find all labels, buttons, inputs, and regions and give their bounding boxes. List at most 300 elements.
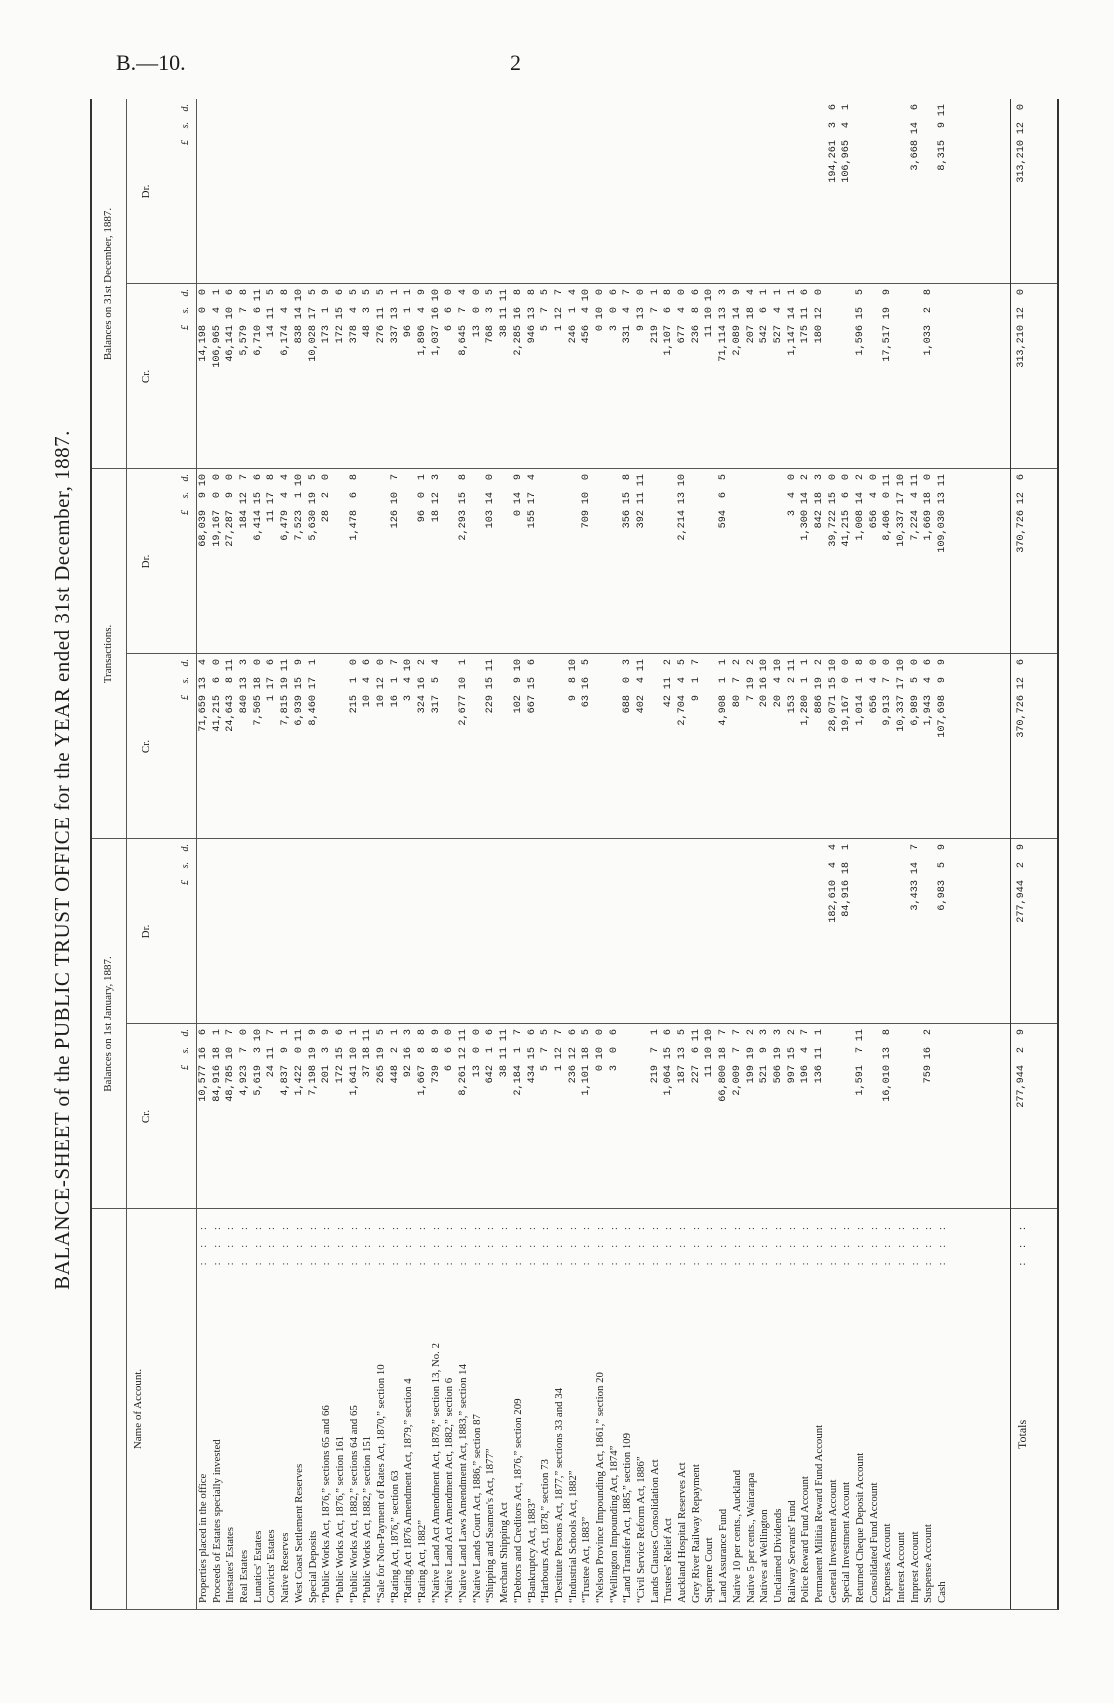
pence: 8 <box>855 659 866 666</box>
shillings: 1 <box>718 677 730 684</box>
shillings: 18 <box>362 1047 374 1060</box>
pounds: 1,896 <box>417 325 428 356</box>
amount-b1cr <box>717 1029 731 1125</box>
pounds: 172 <box>334 325 346 344</box>
shillings: 3 <box>362 307 374 314</box>
pounds: 5,579 <box>239 325 251 356</box>
pence: 11 <box>690 1029 702 1042</box>
amount-b2dr <box>827 104 841 200</box>
amount-tcr <box>745 659 759 755</box>
b1-dr-header: Dr. <box>140 924 152 939</box>
shillings: 7 <box>855 1047 866 1054</box>
amount-b2cr <box>758 289 772 385</box>
amount-b1dr <box>1011 844 1033 940</box>
shillings: 18 <box>252 677 264 690</box>
pounds: 842 <box>813 510 825 529</box>
pence: 0 <box>444 1029 456 1036</box>
amount-b1cr <box>498 1029 512 1125</box>
pence: 11 <box>280 659 292 672</box>
pence: 10 <box>772 659 784 672</box>
unit-label-b2cr <box>180 289 191 385</box>
pence: 11 <box>293 1029 305 1042</box>
shillings: 16 <box>403 1047 415 1060</box>
pence: 9 <box>307 1029 319 1036</box>
pence: 1 <box>841 844 853 851</box>
amount-tdr <box>676 474 690 570</box>
pence: 6 <box>362 659 374 666</box>
leader-dots: : : : <box>771 1221 784 1266</box>
shillings: 11 <box>800 307 812 320</box>
shillings: 19 <box>813 677 825 690</box>
amount-b2cr <box>539 289 553 385</box>
pence: 0 <box>882 659 894 666</box>
account-name: Intestates' Estates <box>224 1527 237 1603</box>
pence: 11 <box>499 1029 511 1042</box>
pence: 3 <box>813 474 825 481</box>
account-rows <box>197 99 950 1609</box>
shillings: 16 <box>430 307 442 320</box>
shillings: 1 <box>512 1047 524 1054</box>
pence: 10 <box>430 289 442 302</box>
shillings: 19 <box>745 1047 757 1060</box>
pence: 6 <box>1016 474 1027 481</box>
account-name: Supreme Court <box>703 1537 716 1603</box>
amount-tdr <box>580 474 594 570</box>
shillings: 17 <box>266 492 278 505</box>
account-name: “Rating Act 1876 Amendment Act, 1879,” section 4 <box>402 1378 415 1603</box>
amount-b2cr <box>703 289 717 385</box>
pounds: 153 <box>786 695 798 714</box>
amount-b2cr <box>854 289 868 385</box>
shillings: 2 <box>1016 1047 1027 1054</box>
pence: 4 <box>827 844 839 851</box>
shillings: 3 <box>485 307 497 314</box>
pounds: 103 <box>485 510 497 529</box>
pence: 6 <box>198 1029 209 1036</box>
shillings: 8 <box>430 1047 442 1054</box>
account-name: “Native Land Act Amendment Act, 1878,” section 13, No. 2 <box>429 1343 442 1603</box>
shillings: 17 <box>266 677 278 690</box>
pence: 6 <box>334 1029 346 1036</box>
pence: 0 <box>198 289 209 296</box>
amount-tcr <box>389 659 403 755</box>
amount-tdr <box>238 474 252 570</box>
account-name: “Harbours Act, 1878,” section 73 <box>539 1459 552 1603</box>
table-row <box>840 99 854 1609</box>
table-row <box>703 99 717 1609</box>
pence: 10 <box>403 659 415 672</box>
pounds: 6,174 <box>280 325 292 356</box>
amount-tcr <box>265 659 279 755</box>
unit-symbol: £ <box>180 510 191 515</box>
amount-b1cr <box>348 1029 362 1125</box>
amount-tdr <box>484 474 498 570</box>
shillings: 4 <box>622 307 634 314</box>
pounds: 997 <box>786 1065 798 1084</box>
pounds: 84,916 <box>211 1065 223 1102</box>
pence: 5 <box>581 1029 593 1036</box>
pounds: 667 <box>526 695 538 714</box>
shillings: 18 <box>745 307 757 320</box>
leader-dots: : : : <box>881 1221 894 1266</box>
leader-dots: : : : <box>238 1221 251 1266</box>
amount-b1cr <box>731 1029 745 1125</box>
pounds: 1,033 <box>923 325 935 356</box>
leader-dots: : : : <box>251 1221 264 1266</box>
amount-b2cr <box>484 289 498 385</box>
pounds: 277,944 <box>1016 880 1027 923</box>
pence: 1 <box>649 289 661 296</box>
amount-b2cr <box>443 289 457 385</box>
amount-tdr <box>909 474 923 570</box>
amount-tcr <box>676 659 690 755</box>
pence: 3 <box>239 659 251 666</box>
amount-b1cr <box>786 1029 800 1125</box>
amount-tdr <box>320 474 334 570</box>
pence: 4 <box>458 289 470 296</box>
amount-b2cr <box>786 289 800 385</box>
pounds: 542 <box>759 325 771 344</box>
pence: 0 <box>471 289 483 296</box>
pence: 5 <box>307 289 319 296</box>
shillings: 5 <box>430 677 442 684</box>
shillings: 4 <box>417 307 428 314</box>
pence: 7 <box>800 1029 812 1036</box>
account-name: Real Estates <box>238 1549 251 1603</box>
pounds: 4,908 <box>718 695 730 726</box>
leader-dots: : : : <box>210 1221 223 1266</box>
table-row <box>348 99 362 1609</box>
shillings: 16 <box>198 1047 209 1060</box>
amount-b2cr <box>430 289 444 385</box>
shillings: 4 <box>348 307 360 314</box>
account-name: Lunatics' Estates <box>251 1530 264 1603</box>
unit-symbol: s. <box>180 492 191 499</box>
pence: 6 <box>690 289 702 296</box>
pounds: 80 <box>731 695 743 708</box>
shillings: 10 <box>389 492 401 505</box>
amount-tdr <box>621 474 635 570</box>
pence: 2 <box>663 659 675 666</box>
unit-symbol: s. <box>180 1047 191 1054</box>
amount-b1cr <box>539 1029 553 1125</box>
pence: 3 <box>759 1029 771 1036</box>
pence: 0 <box>252 659 264 666</box>
table-row <box>539 99 553 1609</box>
pounds: 1,147 <box>786 325 798 356</box>
pence: 10 <box>759 659 771 672</box>
shillings: 4 <box>362 677 374 684</box>
pounds: 337 <box>389 325 401 344</box>
table-row <box>389 99 403 1609</box>
pounds: 96 <box>417 510 428 523</box>
shillings: 18 <box>581 1047 593 1060</box>
pounds: 1,591 <box>855 1065 866 1096</box>
pence: 9 <box>731 289 743 296</box>
table-row <box>197 99 211 1609</box>
amount-b1cr <box>512 1029 526 1125</box>
pence: 0 <box>594 1029 606 1036</box>
account-name: “Native Lands Court Act, 1886,” section 87 <box>470 1414 483 1603</box>
amount-b1cr <box>279 1029 293 1125</box>
table-row <box>649 99 663 1609</box>
amount-tdr <box>197 474 211 570</box>
amount-b1cr <box>594 1029 608 1125</box>
amount-tdr <box>717 474 731 570</box>
amount-b1cr <box>854 1029 868 1125</box>
amount-b1cr <box>703 1029 717 1125</box>
balances-jan-header: Balances on 1st January, 1887. <box>102 956 114 1092</box>
leader-dots: : : : <box>799 1221 812 1266</box>
pence: 6 <box>334 289 346 296</box>
shillings: 17 <box>896 677 908 690</box>
shillings: 4 <box>280 307 292 314</box>
pence: 8 <box>417 1029 428 1036</box>
pence: 10 <box>677 474 689 487</box>
pence: 0 <box>868 659 880 666</box>
pounds: 1,037 <box>430 325 442 356</box>
shillings: 4 <box>800 1047 812 1054</box>
pounds: 66,800 <box>718 1065 730 1102</box>
pounds: 594 <box>718 510 730 529</box>
shillings: 1 <box>567 307 579 314</box>
shillings: 12 <box>553 307 565 320</box>
shillings: 17 <box>307 307 319 320</box>
pence: 10 <box>252 1029 264 1042</box>
pounds: 402 <box>636 695 647 714</box>
amount-b2cr <box>690 289 704 385</box>
pounds: 2,293 <box>458 510 470 541</box>
shillings: 14 <box>485 492 497 505</box>
pence: 6 <box>608 289 620 296</box>
pence: 5 <box>677 1029 689 1036</box>
amount-tdr <box>389 474 403 570</box>
unit-label-tdr <box>180 474 191 570</box>
leader-dots: : : : <box>552 1221 565 1266</box>
page-reference: B.—10. <box>116 50 186 75</box>
pounds: 739 <box>430 1065 442 1084</box>
account-name: Native Reserves <box>279 1532 292 1603</box>
shillings: 16 <box>759 677 771 690</box>
pounds: 521 <box>759 1065 771 1084</box>
leader-dots: : : : <box>279 1221 292 1266</box>
amount-tdr <box>348 474 362 570</box>
amount-tdr <box>279 474 293 570</box>
amount-b1cr <box>211 1029 225 1125</box>
amount-b2cr <box>799 289 813 385</box>
account-name: “Public Works Act, 1882,” section 151 <box>361 1435 374 1603</box>
pence: 11 <box>458 1029 470 1042</box>
account-name: Native 5 per cents., Wairarapa <box>744 1472 757 1603</box>
pence: 9 <box>430 1029 442 1036</box>
shillings: 5 <box>937 862 949 869</box>
amount-tdr <box>895 474 909 570</box>
pounds: 1,008 <box>855 510 866 541</box>
account-name: Imprest Account <box>908 1531 921 1603</box>
pounds: 1 <box>553 325 565 332</box>
pence: 8 <box>526 289 538 296</box>
amount-tdr <box>416 474 430 570</box>
account-name: Suspense Account <box>922 1524 935 1603</box>
amount-b1cr <box>772 1029 786 1125</box>
amount-b2cr <box>402 289 416 385</box>
name-column-header: Name of Account. <box>132 1368 144 1450</box>
shillings: 12 <box>1016 492 1027 505</box>
pence: 11 <box>362 1029 374 1042</box>
pence: 0 <box>211 474 223 481</box>
pounds: 19,167 <box>841 695 853 732</box>
pence: 7 <box>389 659 401 666</box>
pounds: 11 <box>266 510 278 523</box>
pounds: 172 <box>334 1065 346 1084</box>
pence: 10 <box>293 474 305 487</box>
amount-b2cr <box>320 289 334 385</box>
leader-dots: : : : <box>580 1221 593 1266</box>
pence: 2 <box>417 659 428 666</box>
shillings: 4 <box>772 677 784 684</box>
shillings: 12 <box>553 1047 565 1060</box>
unit-symbol: s. <box>180 862 191 869</box>
pounds: 1,064 <box>663 1065 675 1096</box>
amount-tdr <box>840 474 854 570</box>
shillings: 0 <box>417 492 428 499</box>
shillings: 0 <box>622 677 634 684</box>
pounds: 1,014 <box>855 695 866 726</box>
unit-symbol: d. <box>180 104 191 112</box>
shillings: 1 <box>800 677 812 684</box>
pounds: 0 <box>594 325 606 332</box>
pence: 2 <box>786 1029 798 1036</box>
shillings: 3 <box>252 1047 264 1054</box>
balance-sheet-table <box>90 99 1059 1610</box>
shillings: 15 <box>458 492 470 505</box>
shillings: 19 <box>772 1047 784 1060</box>
shillings: 7 <box>458 307 470 314</box>
account-name: Natives at Wellington <box>758 1509 771 1603</box>
amount-b2cr <box>252 289 266 385</box>
shillings: 11 <box>813 1047 825 1060</box>
shillings: 11 <box>375 307 387 320</box>
amount-tdr <box>786 474 800 570</box>
table-row <box>635 99 649 1609</box>
amount-b2cr <box>361 289 375 385</box>
pence: 6 <box>1016 659 1027 666</box>
pounds: 331 <box>622 325 634 344</box>
amount-b1cr <box>443 1029 457 1125</box>
amount-b2dr <box>840 104 854 200</box>
pence: 6 <box>827 104 839 111</box>
amount-b1cr <box>375 1029 389 1125</box>
amount-tcr <box>717 659 731 755</box>
shillings: 2 <box>389 1047 401 1054</box>
table-row <box>745 99 759 1609</box>
amount-b2cr <box>922 289 936 385</box>
pounds: 378 <box>348 325 360 344</box>
shillings: 6 <box>252 307 264 314</box>
table-row <box>307 99 321 1609</box>
pounds: 6,939 <box>293 695 305 726</box>
amount-b1cr <box>745 1029 759 1125</box>
pence: 1 <box>389 289 401 296</box>
pounds: 2,704 <box>677 695 689 726</box>
pounds: 8,261 <box>458 1065 470 1096</box>
pence: 0 <box>239 1029 251 1036</box>
shillings: 4 <box>280 492 292 499</box>
pounds: 10,028 <box>307 325 319 362</box>
shillings: 18 <box>841 862 853 875</box>
pence: 2 <box>745 1029 757 1036</box>
pounds: 236 <box>567 1065 579 1084</box>
pounds: 0 <box>512 510 524 517</box>
pounds: 109,030 <box>937 510 949 553</box>
pence: 9 <box>321 289 333 296</box>
pence: 7 <box>266 1029 278 1036</box>
pence: 2 <box>813 659 825 666</box>
pounds: 20 <box>759 695 771 708</box>
leader-dots: : : : <box>895 1221 908 1266</box>
shillings: 2 <box>786 677 798 684</box>
account-name: Special Deposits <box>306 1530 319 1603</box>
pence: 5 <box>855 289 866 296</box>
pounds: 5,630 <box>307 510 319 541</box>
unit-label-b1cr <box>180 1029 191 1125</box>
pence: 5 <box>362 289 374 296</box>
leader-dots: : : : <box>333 1221 346 1266</box>
pounds: 1,422 <box>293 1065 305 1096</box>
shillings: 9 <box>280 1047 292 1054</box>
amount-b2cr <box>1011 289 1033 385</box>
account-name: “Sale for Non-Payment of Rates Act, 1870,” section 10 <box>374 1364 387 1603</box>
pence: 10 <box>827 659 839 672</box>
pence: 4 <box>198 659 209 666</box>
shillings: 14 <box>293 307 305 320</box>
amount-b1cr <box>307 1029 321 1125</box>
pounds: 14 <box>266 325 278 338</box>
pounds: 194,261 <box>827 140 839 183</box>
pounds: 246 <box>567 325 579 344</box>
pence: 7 <box>553 289 565 296</box>
amount-tcr <box>252 659 266 755</box>
pounds: 434 <box>526 1065 538 1084</box>
amount-b2cr <box>416 289 430 385</box>
table-row <box>252 99 266 1609</box>
pence: 0 <box>909 659 921 666</box>
pence: 11 <box>855 1029 866 1042</box>
amount-b2cr <box>307 289 321 385</box>
amount-tcr <box>430 659 444 755</box>
pounds: 41,215 <box>841 510 853 547</box>
pence: 10 <box>512 659 524 672</box>
amount-b2cr <box>265 289 279 385</box>
totals-row <box>1010 99 1033 1609</box>
amount-b2cr <box>224 289 238 385</box>
leader-dots: : : : <box>429 1221 442 1266</box>
pounds: 13 <box>471 325 483 338</box>
unit-symbol: d. <box>180 474 191 482</box>
pounds: 219 <box>649 1065 661 1084</box>
unit-symbol: d. <box>180 1029 191 1037</box>
shillings: 14 <box>855 492 866 505</box>
leader-dots: : : : <box>593 1221 606 1266</box>
account-name: Proceeds of Estates specially invested <box>210 1439 223 1603</box>
leader-dots: : : : <box>416 1221 428 1266</box>
shillings: 10 <box>225 1047 237 1060</box>
pounds: 14,198 <box>198 325 209 362</box>
amount-b2cr <box>334 289 348 385</box>
pounds: 196 <box>800 1065 812 1084</box>
pounds: 527 <box>772 325 784 344</box>
pence: 1 <box>800 659 812 666</box>
